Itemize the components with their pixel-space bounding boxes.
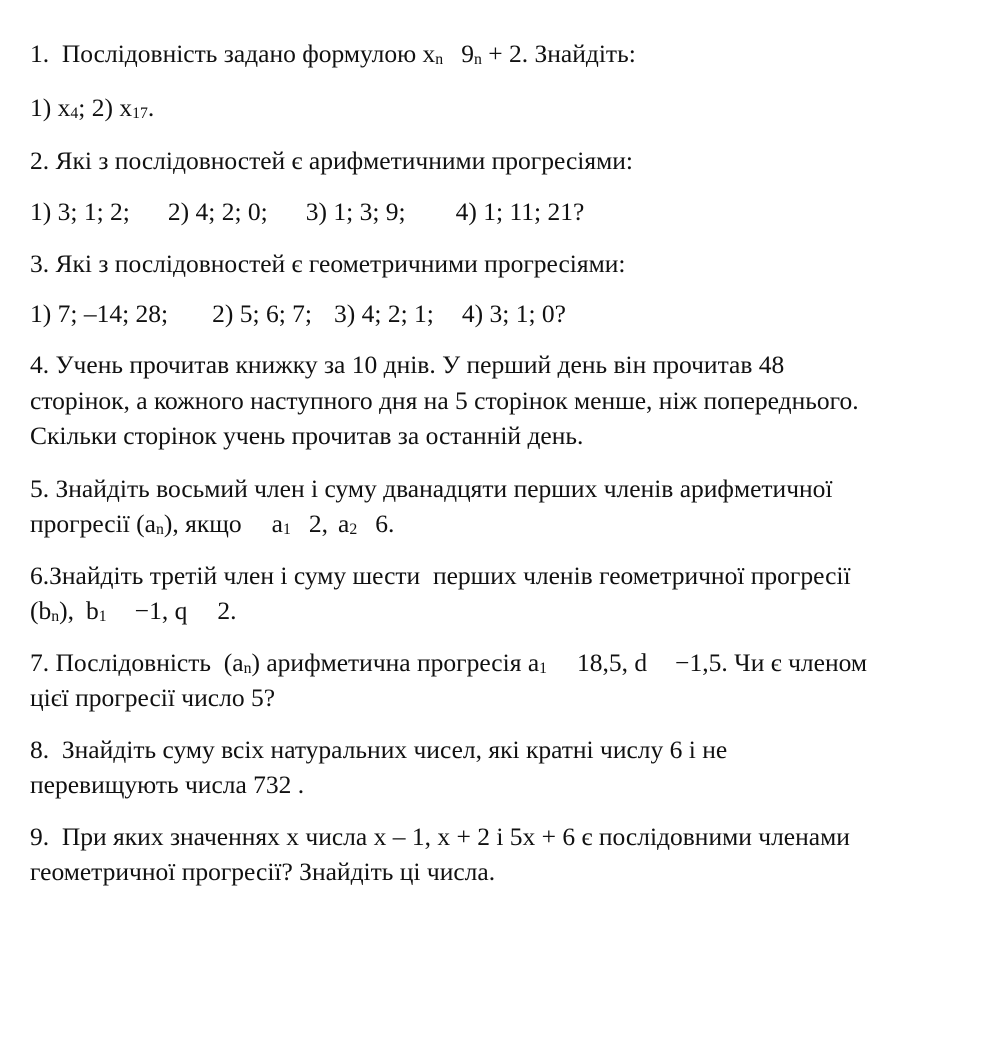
task-1-parts: 1) x4; 2) x17. — [30, 93, 155, 122]
task-9-number: 9. — [30, 822, 50, 851]
task-7-number: 7. — [30, 648, 50, 677]
task-4-line: Скільки сторінок учень прочитав за останній день. — [30, 421, 584, 450]
task-2-option: 2) 4; 2; 0; — [167, 197, 268, 226]
task-2-option: 4) 1; 11; 21? — [455, 197, 585, 226]
task-1-statement: 1. Послідовність задано формулою xn 9n + 2. Знайдіть: — [30, 39, 636, 68]
task-2-option: 1) 3; 1; 2; — [30, 197, 130, 226]
task-3-option: 1) 7; –14; 28; — [30, 299, 169, 328]
task-3-option: 4) 3; 1; 0? — [461, 299, 566, 328]
task-3-number: 3. — [30, 249, 50, 278]
task-8-number: 8. — [30, 735, 50, 764]
task-8-line: перевищують числа 732 . — [30, 770, 305, 799]
task-1-number: 1. — [30, 39, 50, 68]
task-3-options — [30, 299, 566, 329]
task-2-options — [30, 197, 584, 227]
task-3-question: 3. Які з послідовностей є геометричними прогресіями: — [30, 249, 626, 278]
task-6-line: (bn), b1 −1, q 2. — [30, 596, 237, 625]
task-9-line: геометричної прогресії? Знайдіть ці числа. — [30, 857, 496, 886]
task-2-option: 3) 1; 3; 9; — [305, 197, 406, 226]
task-7-line: цієї прогресії число 5? — [30, 683, 276, 712]
task-4-line: сторінок, а кожного наступного дня на 5 сторінок менше, ніж попереднього. — [30, 386, 859, 415]
task-6-number: 6. — [30, 561, 50, 590]
task-6-line: 6.Знайдіть третій член і суму шести перших членів геометричної прогресії — [30, 561, 851, 590]
task-5-number: 5. — [30, 474, 50, 503]
task-5-line: прогресії (an), якщо a1 2, a2 6. — [30, 509, 395, 538]
task-7-line: 7. Послідовність (an) арифметична прогресія a1 18,5, d −1,5. Чи є членом — [30, 648, 868, 677]
task-3-option: 3) 4; 2; 1; — [334, 299, 434, 328]
task-4-number: 4. — [30, 350, 50, 379]
task-2-question: 2. Які з послідовностей є арифметичними прогресіями: — [30, 146, 633, 175]
task-4-line: 4. Учень прочитав книжку за 10 днів. У перший день він прочитав 48 — [30, 350, 785, 379]
task-9-line: 9. При яких значеннях x числа x – 1, x + 2 і 5x + 6 є послідовними членами — [30, 822, 850, 851]
task-2-number: 2. — [30, 146, 50, 175]
task-8-line: 8. Знайдіть суму всіх натуральних чисел, які кратні числу 6 і не — [30, 735, 728, 764]
task-5-line: 5. Знайдіть восьмий член і суму дванадцяти перших членів арифметичної — [30, 474, 833, 503]
task-3-option: 2) 5; 6; 7; — [212, 299, 312, 328]
